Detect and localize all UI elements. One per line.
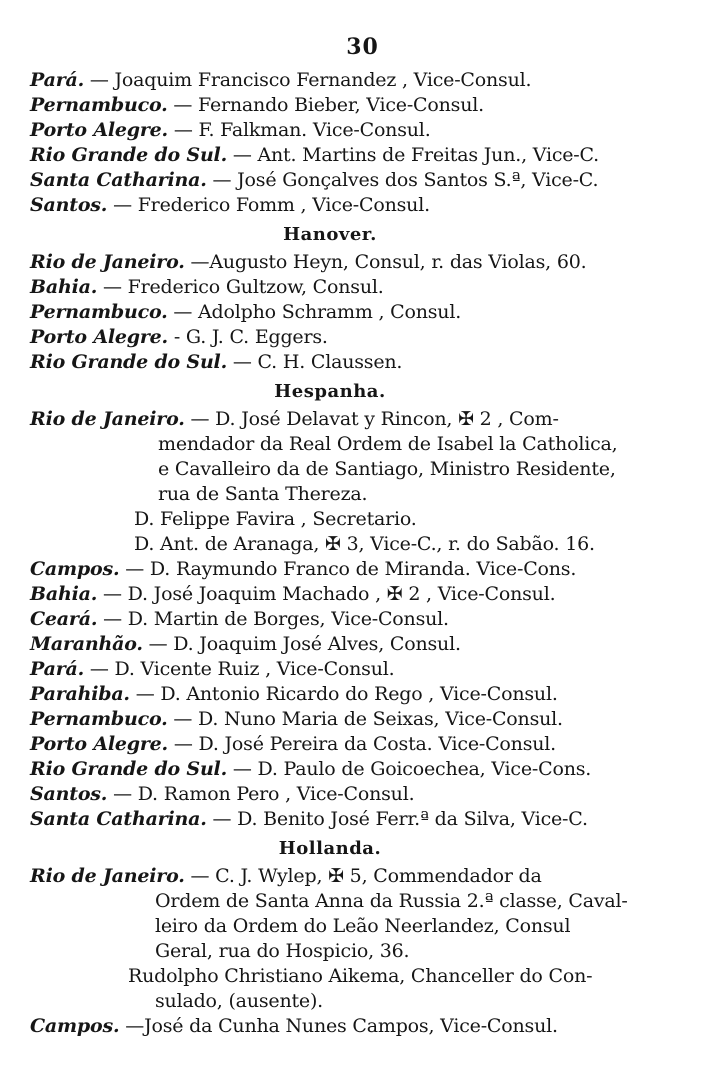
- list-item: Santa Catharina. — José Gonçalves dos Santos S.ª, Vice-C.: [30, 169, 599, 191]
- list-item: Rio Grande do Sul. — Ant. Martins de Freitas Jun., Vice-C.: [30, 144, 600, 166]
- section-heading: Hanover.: [283, 224, 377, 245]
- list-item: Santos. — D. Ramon Pero , Vice-Consul.: [30, 783, 415, 805]
- section-hanover: [30, 220, 630, 375]
- list-item: Porto Alegre. - G. J. C. Eggers.: [30, 326, 328, 348]
- list-item: Rio de Janeiro. —Augusto Heyn, Consul, r. das Violas, 60.: [30, 251, 587, 273]
- list-item: Ceará. — D. Martin de Borges, Vice-Consul.: [30, 608, 449, 630]
- list-item: Parahiba. — D. Antonio Ricardo do Rego , Vice-Consul.: [30, 683, 558, 705]
- list-item: Santos. — Frederico Fomm , Vice-Consul.: [30, 194, 430, 216]
- sub-entry: D. Ant. de Aranaga, ✠ 3, Vice-C., r. do Sabão. 16.: [134, 533, 595, 555]
- section-hespanha: [30, 377, 630, 832]
- list-item: Rio de Janeiro. — C. J. Wylep, ✠ 5, Commendador da: [30, 865, 542, 887]
- list-item: Maranhão. — D. Joaquim José Alves, Consul.: [30, 633, 461, 655]
- list-item: Pernambuco. — D. Nuno Maria de Seixas, Vice-Consul.: [30, 708, 563, 730]
- list-item: Porto Alegre. — D. José Pereira da Costa. Vice-Consul.: [30, 733, 557, 755]
- list-item: Rio Grande do Sul. — D. Paulo de Goicoechea, Vice-Cons.: [30, 758, 592, 780]
- entry-continuation: leiro da Ordem do Leão Neerlandez, Consul: [155, 915, 571, 937]
- page-number: 30: [346, 34, 379, 60]
- consulate-list: [30, 68, 630, 1039]
- list-item: Bahia. — D. José Joaquim Machado , ✠ 2 , Vice-Consul.: [30, 583, 556, 605]
- list-item: Bahia. — Frederico Gultzow, Consul.: [30, 276, 384, 298]
- entry-continuation: mendador da Real Ordem de Isabel la Catholica,: [158, 433, 618, 455]
- section-heading: Hollanda.: [278, 838, 382, 859]
- sub-entry: Rudolpho Christiano Aikema, Chanceller do Con-: [128, 965, 593, 987]
- entry-continuation: Geral, rua do Hospicio, 36.: [155, 940, 410, 962]
- list-item: Rio de Janeiro. — D. José Delavat y Rincon, ✠ 2 , Com-: [30, 408, 559, 430]
- list-item: Porto Alegre. — F. Falkman. Vice-Consul.: [30, 119, 431, 141]
- list-item: Campos. —José da Cunha Nunes Campos, Vice-Consul.: [30, 1015, 558, 1037]
- list-item: Rio Grande do Sul. — C. H. Claussen.: [30, 351, 403, 373]
- sub-entry: D. Felippe Favira , Secretario.: [134, 508, 417, 530]
- entry-continuation: sulado, (ausente).: [155, 990, 324, 1012]
- entry-continuation: Ordem de Santa Anna da Russia 2.ª classe, Caval-: [155, 890, 628, 912]
- list-item: Pará. — Joaquim Francisco Fernandez , Vice-Consul.: [30, 69, 532, 91]
- list-item: Pernambuco. — Adolpho Schramm , Consul.: [30, 301, 462, 323]
- list-item: Campos. — D. Raymundo Franco de Miranda. Vice-Cons.: [30, 558, 577, 580]
- entry-continuation: rua de Santa Thereza.: [158, 483, 368, 505]
- list-item: Pernambuco. — Fernando Bieber, Vice-Consul.: [30, 94, 484, 116]
- list-item: Pará. — D. Vicente Ruiz , Vice-Consul.: [30, 658, 395, 680]
- entry-continuation: e Cavalleiro da de Santiago, Ministro Residente,: [158, 458, 616, 480]
- section-hollanda: [30, 834, 630, 1039]
- section-heading: Hespanha.: [274, 381, 386, 402]
- section-continuation: [30, 68, 630, 218]
- list-item: Santa Catharina. — D. Benito José Ferr.ª da Silva, Vice-C.: [30, 808, 588, 830]
